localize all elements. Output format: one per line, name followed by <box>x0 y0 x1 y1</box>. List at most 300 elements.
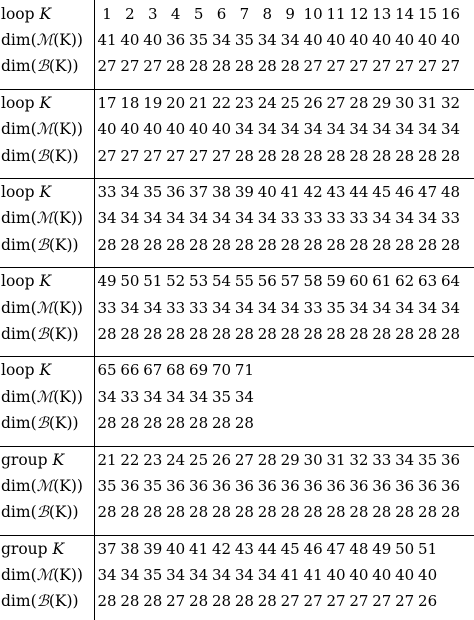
table-cell: 34 <box>395 298 415 317</box>
row-label-prefix: dim( <box>1 565 37 584</box>
table-cell: 34 <box>395 209 415 228</box>
table-cell: 31 <box>418 94 438 113</box>
table-cell: 28 <box>234 57 254 76</box>
table-cell: 55 <box>234 272 254 291</box>
table-cell: 34 <box>257 565 277 584</box>
table-cell: 34 <box>97 209 117 228</box>
row-label-suffix: (K)) <box>48 324 79 343</box>
table-cell: 27 <box>303 57 323 76</box>
table-cell: 43 <box>234 539 254 558</box>
table-cell: 34 <box>166 209 186 228</box>
row-label <box>1 116 83 142</box>
table-cell: 36 <box>280 476 300 495</box>
table-cell: 28 <box>395 502 415 521</box>
table-cell: 40 <box>211 120 232 139</box>
table-cell: 41 <box>189 539 209 558</box>
table-row-b <box>0 321 474 347</box>
table-cell: 27 <box>395 57 415 76</box>
table-cell: 27 <box>303 592 323 610</box>
row-label-symbol: ℬ <box>36 235 49 254</box>
table-cell: 34 <box>257 298 277 317</box>
row-label-prefix: dim( <box>1 476 37 495</box>
table-cell: 27 <box>326 57 346 76</box>
table-cell: 47 <box>326 539 346 558</box>
row-label-suffix: (K)) <box>53 120 83 139</box>
row-label-suffix: (K)) <box>53 298 83 317</box>
table-cell: 33 <box>280 209 300 228</box>
table-cell: 27 <box>97 57 117 76</box>
table-cell: 50 <box>120 272 140 291</box>
table-cell: 69 <box>189 361 209 380</box>
table-cell: 28 <box>440 146 461 165</box>
table-cell: 28 <box>189 502 209 521</box>
table-cell: 34 <box>418 209 438 228</box>
table-cell: 36 <box>372 476 392 495</box>
table-cell: 27 <box>349 592 369 610</box>
row-label <box>1 143 79 169</box>
table-cell: 36 <box>166 183 186 202</box>
table-cell: 27 <box>166 592 186 610</box>
table-cell: 27 <box>418 57 438 76</box>
table-cell: 40 <box>166 120 186 139</box>
table-cell: 35 <box>211 387 232 406</box>
table-cell: 28 <box>234 592 254 610</box>
table-cell: 36 <box>166 476 186 495</box>
table-cell: 27 <box>120 57 140 76</box>
table-cell: 23 <box>143 450 163 469</box>
row-label-symbol: ℳ <box>36 476 54 495</box>
table-cell: 28 <box>280 235 300 254</box>
table-cell: 28 <box>189 413 209 432</box>
table-cell: 34 <box>395 120 415 139</box>
table-cell: 28 <box>211 413 232 432</box>
row-label <box>1 268 51 294</box>
row-label-prefix: dim( <box>1 31 37 50</box>
table-cell: 28 <box>143 413 163 432</box>
table-row-k <box>0 268 474 294</box>
table-cell: 14 <box>395 5 415 23</box>
table-cell: 53 <box>189 272 209 291</box>
table-cell: 28 <box>418 146 438 165</box>
row-label-symbol: ℳ <box>36 120 54 139</box>
table-cell: 42 <box>211 539 232 558</box>
table-cell: 40 <box>418 31 438 50</box>
table-cell: 51 <box>418 539 438 558</box>
table-cell: 36 <box>326 476 346 495</box>
table-cell: 33 <box>189 298 209 317</box>
table-cell: 34 <box>234 120 254 139</box>
table-cell: 34 <box>189 209 209 228</box>
table-cell: 34 <box>280 120 300 139</box>
table-cell: 34 <box>395 450 415 469</box>
table-cell: 48 <box>349 539 369 558</box>
table-cell: 36 <box>440 476 461 495</box>
row-label <box>1 1 51 27</box>
table-cell: 48 <box>440 183 461 202</box>
table-cell: 39 <box>234 183 254 202</box>
table-cell: 28 <box>303 502 323 521</box>
table-cell: 28 <box>189 324 209 343</box>
table-cell: 28 <box>97 592 117 610</box>
table-cell: 34 <box>234 209 254 228</box>
table-cell: 40 <box>440 31 461 50</box>
table-cell: 24 <box>257 94 277 113</box>
row-label-symbol: ℳ <box>36 298 54 317</box>
table-cell: 40 <box>120 120 140 139</box>
table-cell: 35 <box>189 31 209 50</box>
table-row-k <box>0 90 474 116</box>
row-label-suffix: (K)) <box>48 146 79 165</box>
row-label-variable: K <box>39 361 52 380</box>
table-row-k <box>0 1 474 27</box>
table-cell: 34 <box>211 31 232 50</box>
table-cell: 34 <box>372 209 392 228</box>
table-row-k <box>0 536 474 562</box>
table-cell: 41 <box>280 183 300 202</box>
table-cell: 40 <box>326 565 346 584</box>
table-row-b <box>0 53 474 79</box>
row-label-symbol: ℬ <box>36 324 49 343</box>
table-cell: 28 <box>166 413 186 432</box>
table-cell: 28 <box>143 502 163 521</box>
table-cell: 34 <box>120 183 140 202</box>
table-cell: 28 <box>257 592 277 610</box>
table-cell: 34 <box>440 298 461 317</box>
row-label <box>1 205 83 231</box>
table-cell: 37 <box>189 183 209 202</box>
table-cell: 45 <box>280 539 300 558</box>
table-cell: 36 <box>440 450 461 469</box>
table-cell: 27 <box>326 94 346 113</box>
table-row-k <box>0 357 474 383</box>
table-cell: 46 <box>303 539 323 558</box>
table-cell: 49 <box>372 539 392 558</box>
table-cell: 28 <box>257 57 277 76</box>
table-cell: 25 <box>189 450 209 469</box>
table-cell: 38 <box>211 183 232 202</box>
table-cell: 34 <box>257 209 277 228</box>
table-cell: 28 <box>395 324 415 343</box>
table-cell: 35 <box>143 565 163 584</box>
table-cell: 28 <box>97 502 117 521</box>
table-cell: 28 <box>166 324 186 343</box>
table-cell: 31 <box>326 450 346 469</box>
table-cell: 27 <box>440 57 461 76</box>
table-cell: 34 <box>189 565 209 584</box>
row-label <box>1 588 79 614</box>
row-label-suffix: (K)) <box>48 413 79 432</box>
table-cell: 11 <box>326 5 346 23</box>
table-cell: 29 <box>280 450 300 469</box>
table-cell: 28 <box>349 235 369 254</box>
table-cell: 61 <box>372 272 392 291</box>
row-label-suffix: (K)) <box>53 209 83 228</box>
table-cell: 28 <box>166 235 186 254</box>
table-cell: 40 <box>326 31 346 50</box>
table-cell: 27 <box>143 57 163 76</box>
row-label <box>1 179 51 205</box>
table-cell: 25 <box>280 94 300 113</box>
table-cell: 9 <box>285 5 295 23</box>
table-cell: 34 <box>211 298 232 317</box>
table-cell: 7 <box>239 5 250 23</box>
row-label-prefix: loop <box>1 183 40 202</box>
row-label-variable: K <box>39 94 52 113</box>
table-cell: 34 <box>189 387 209 406</box>
table-cell: 36 <box>418 476 438 495</box>
table-row-k <box>0 447 474 473</box>
table-cell: 41 <box>303 565 323 584</box>
table-cell: 65 <box>97 361 117 380</box>
row-label-variable: K <box>52 450 65 469</box>
table-cell: 28 <box>234 235 254 254</box>
table-cell: 34 <box>120 298 140 317</box>
row-label-suffix: (K)) <box>48 57 79 76</box>
table-cell: 40 <box>257 183 277 202</box>
table-cell: 35 <box>143 183 163 202</box>
row-label-symbol: ℬ <box>36 413 49 432</box>
table-cell: 28 <box>349 146 369 165</box>
table-cell: 28 <box>280 324 300 343</box>
table-cell: 44 <box>257 539 277 558</box>
table-cell: 28 <box>303 235 323 254</box>
table-cell: 28 <box>418 502 438 521</box>
table-cell: 27 <box>395 592 415 610</box>
table-cell: 71 <box>234 361 254 380</box>
table-cell: 21 <box>189 94 209 113</box>
table-cell: 28 <box>326 235 346 254</box>
table-cell: 35 <box>418 450 438 469</box>
table-cell: 27 <box>120 146 140 165</box>
table-cell: 34 <box>166 565 186 584</box>
table-cell: 28 <box>440 324 461 343</box>
table-cell: 34 <box>97 565 117 584</box>
table-cell: 21 <box>97 450 117 469</box>
table-cell: 59 <box>326 272 346 291</box>
row-label-suffix: (K)) <box>48 592 79 610</box>
table-cell: 34 <box>211 565 232 584</box>
table-cell: 23 <box>234 94 254 113</box>
row-label-prefix: dim( <box>1 57 37 76</box>
table-cell: 34 <box>418 120 438 139</box>
table-cell: 64 <box>440 272 461 291</box>
table-cell: 40 <box>372 31 392 50</box>
table-cell: 28 <box>303 146 323 165</box>
table-row-m <box>0 473 474 499</box>
table-row-b <box>0 588 474 614</box>
table-cell: 27 <box>280 592 300 610</box>
row-label-symbol: ℬ <box>36 592 49 610</box>
table-cell: 28 <box>120 235 140 254</box>
table-row-m <box>0 205 474 231</box>
table-row-m <box>0 295 474 321</box>
table-cell: 34 <box>143 298 163 317</box>
table-cell: 28 <box>303 324 323 343</box>
table-cell: 68 <box>166 361 186 380</box>
table-cell: 39 <box>143 539 163 558</box>
table-cell: 28 <box>372 502 392 521</box>
table-cell: 40 <box>189 120 209 139</box>
table-cell: 28 <box>120 413 140 432</box>
table-cell: 36 <box>303 476 323 495</box>
table-row-k <box>0 179 474 205</box>
table-cell: 16 <box>440 5 461 23</box>
row-label-prefix: dim( <box>1 387 37 406</box>
table-cell: 46 <box>395 183 415 202</box>
table-cell: 34 <box>372 298 392 317</box>
table-row-b <box>0 499 474 525</box>
table-cell: 28 <box>257 324 277 343</box>
row-label <box>1 499 79 525</box>
table-cell: 34 <box>120 565 140 584</box>
row-label-symbol: ℬ <box>36 146 49 165</box>
table-cell: 28 <box>189 235 209 254</box>
table-cell: 36 <box>234 476 254 495</box>
table-cell: 32 <box>349 450 369 469</box>
row-label <box>1 357 51 383</box>
row-label <box>1 53 79 79</box>
table-cell: 28 <box>97 235 117 254</box>
table-cell: 34 <box>166 387 186 406</box>
table-cell: 33 <box>303 298 323 317</box>
row-label <box>1 447 64 473</box>
table-cell: 28 <box>349 324 369 343</box>
table-cell: 44 <box>349 183 369 202</box>
table-cell: 28 <box>257 146 277 165</box>
table-cell: 58 <box>303 272 323 291</box>
table-cell: 36 <box>395 476 415 495</box>
row-label <box>1 562 83 588</box>
table-cell: 38 <box>120 539 140 558</box>
table-cell: 34 <box>303 120 323 139</box>
table-cell: 28 <box>211 235 232 254</box>
row-label <box>1 321 79 347</box>
table-cell: 40 <box>143 120 163 139</box>
table-cell: 27 <box>166 146 186 165</box>
table-cell: 28 <box>257 235 277 254</box>
table-cell: 34 <box>257 120 277 139</box>
table-cell: 28 <box>166 57 186 76</box>
row-label-prefix: loop <box>1 94 40 113</box>
table-cell: 35 <box>97 476 117 495</box>
table-cell: 28 <box>280 502 300 521</box>
table-cell: 62 <box>395 272 415 291</box>
table-cell: 27 <box>326 592 346 610</box>
row-label-prefix: dim( <box>1 413 37 432</box>
table-cell: 36 <box>257 476 277 495</box>
row-label <box>1 232 79 258</box>
table-cell: 34 <box>326 120 346 139</box>
row-label-suffix: (K)) <box>48 235 79 254</box>
table-cell: 28 <box>440 502 461 521</box>
table-cell: 35 <box>326 298 346 317</box>
row-label <box>1 536 64 562</box>
table-cell: 27 <box>349 57 369 76</box>
table-cell: 40 <box>395 565 415 584</box>
table-cell: 28 <box>395 146 415 165</box>
table-cell: 33 <box>166 298 186 317</box>
table-cell: 27 <box>372 592 392 610</box>
row-label <box>1 90 51 116</box>
table-cell: 34 <box>349 120 369 139</box>
table-cell: 13 <box>372 5 392 23</box>
table-cell: 33 <box>349 209 369 228</box>
table-row-b <box>0 410 474 436</box>
table-cell: 36 <box>120 476 140 495</box>
table-cell: 28 <box>257 450 277 469</box>
table-cell: 28 <box>189 592 209 610</box>
table-cell: 8 <box>262 5 273 23</box>
table-cell: 50 <box>395 539 415 558</box>
table-cell: 33 <box>440 209 461 228</box>
table-cell: 40 <box>418 565 438 584</box>
table-cell: 28 <box>97 324 117 343</box>
table-cell: 43 <box>326 183 346 202</box>
row-label-symbol: ℬ <box>36 502 49 521</box>
table-cell: 34 <box>234 565 254 584</box>
table-cell: 28 <box>189 57 209 76</box>
table-cell: 28 <box>211 502 232 521</box>
table-cell: 28 <box>234 413 254 432</box>
table-cell: 63 <box>418 272 438 291</box>
table-cell: 41 <box>97 31 117 50</box>
table-cell: 27 <box>143 146 163 165</box>
table-row-m <box>0 27 474 53</box>
row-label <box>1 410 79 436</box>
table-cell: 28 <box>143 592 163 610</box>
table-cell: 28 <box>211 57 232 76</box>
table-cell: 28 <box>326 324 346 343</box>
table-cell: 6 <box>216 5 227 23</box>
table-cell: 34 <box>234 298 254 317</box>
table-cell: 27 <box>234 450 254 469</box>
table-cell: 5 <box>193 5 204 23</box>
row-label-prefix: dim( <box>1 298 37 317</box>
table-cell: 36 <box>349 476 369 495</box>
table-cell: 20 <box>166 94 186 113</box>
row-label-prefix: group <box>1 539 53 558</box>
table-cell: 34 <box>418 298 438 317</box>
table-cell: 37 <box>97 539 117 558</box>
table-cell: 42 <box>303 183 323 202</box>
row-label-prefix: loop <box>1 361 40 380</box>
row-label <box>1 27 83 53</box>
table-row-m <box>0 116 474 142</box>
table-cell: 28 <box>440 235 461 254</box>
table-cell: 34 <box>143 209 163 228</box>
table-cell: 34 <box>234 387 254 406</box>
table-cell: 34 <box>257 31 277 50</box>
table-cell: 28 <box>395 235 415 254</box>
table-cell: 34 <box>280 31 300 50</box>
table-cell: 29 <box>372 94 392 113</box>
table-cell: 28 <box>143 324 163 343</box>
row-label-symbol: ℳ <box>36 387 54 406</box>
table-cell: 36 <box>211 476 232 495</box>
table-cell: 3 <box>148 5 158 23</box>
table-cell: 12 <box>349 5 369 23</box>
row-label <box>1 384 83 410</box>
table-cell: 52 <box>166 272 186 291</box>
row-label-prefix: dim( <box>1 324 37 343</box>
table-row-b <box>0 232 474 258</box>
table-cell: 17 <box>97 94 117 113</box>
row-label-variable: K <box>39 183 52 202</box>
table-cell: 28 <box>372 146 392 165</box>
table-cell: 47 <box>418 183 438 202</box>
table-cell: 28 <box>280 146 300 165</box>
table-cell: 27 <box>189 146 209 165</box>
